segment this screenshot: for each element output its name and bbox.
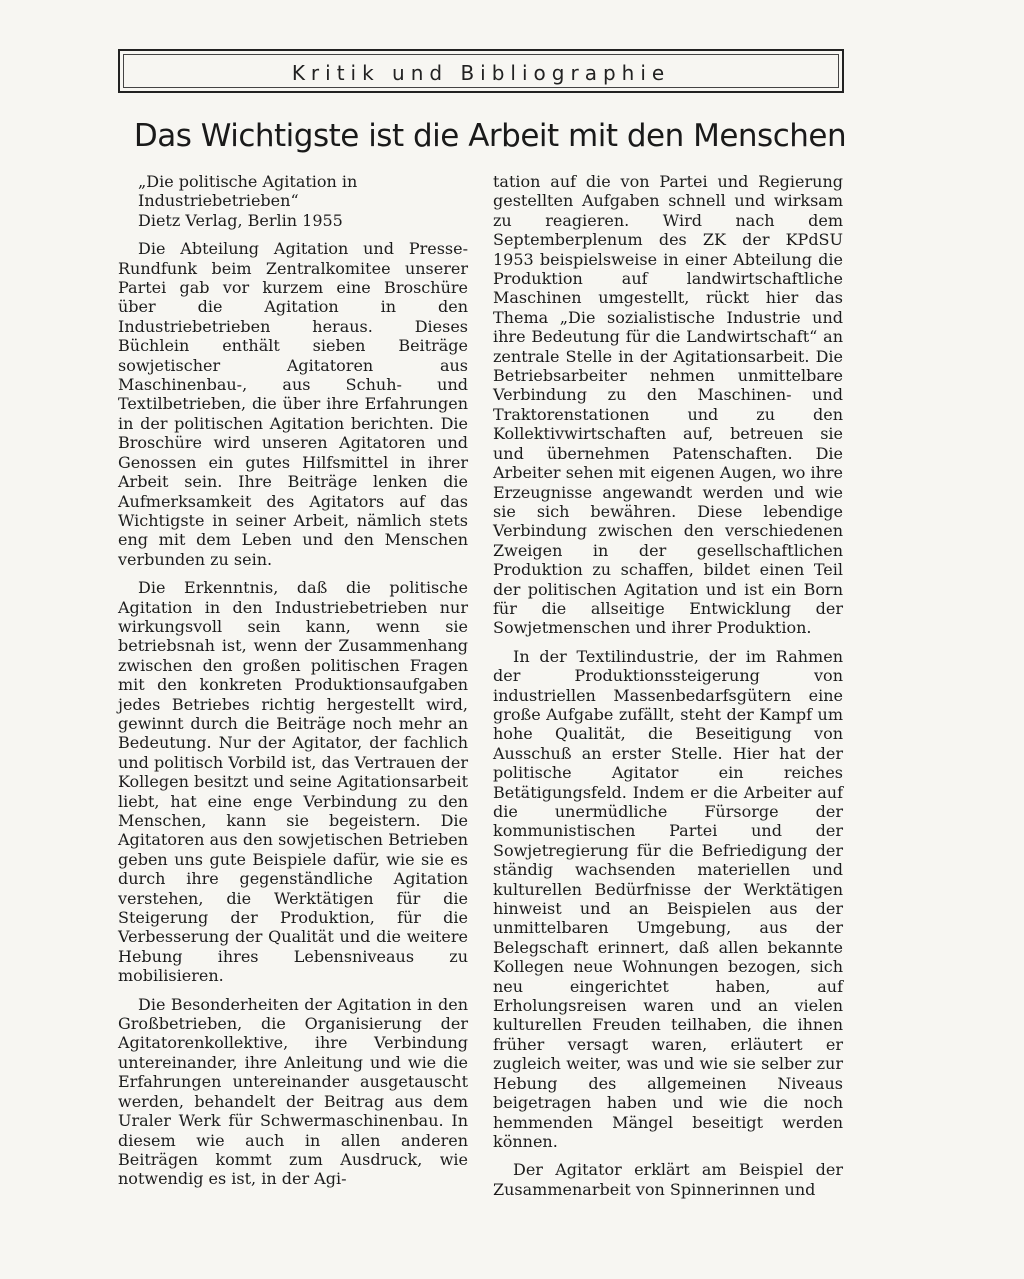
section-header: Kritik und Bibliographie: [291, 61, 671, 85]
bibliographic-reference: [118, 172, 468, 230]
article-title: Das Wichtigste ist die Arbeit mit den Menschen: [133, 118, 847, 154]
section-header-box: [118, 49, 844, 93]
paragraph: Die Besonderheiten der Agitation in den Großbetrieben, die Organisierung der Agitatorenkollektive, ihre Verbindung untereinander, ihre Anleitung und wie die Erfahrungen untereinander ausgetauscht werden, behandelt der Beitrag aus dem Uraler Werk für Schwermaschinenbau. In diesem wie auch in allen anderen Beiträgen kommt zum Ausdruck, wie notwendig es ist, in der Agi-: [118, 994, 468, 1189]
book-title: „Die politische Agitation in Industriebetrieben“: [138, 172, 358, 211]
paragraph: Der Agitator erklärt am Beispiel der Zusammenarbeit von Spinnerinnen und: [493, 1160, 843, 1199]
right-column: [493, 172, 843, 1199]
paragraph: Die Erkenntnis, daß die politische Agitation in den Industriebetrieben nur wirkungsvoll sein kann, wenn sie betriebsnah ist, wenn der Zusammenhang zwischen den großen politischen Fragen mit den konkreten Produktionsaufgaben jedes Betriebes richtig hergestellt wird, gewinnt durch die Beiträge noch mehr an Bedeutung. Nur der Agitator, der fachlich und politisch Vorbild ist, das Vertrauen der Kollegen besitzt und seine Agitationsarbeit liebt, hat eine enge Verbindung zu den Menschen, kann sie begeistern. Die Agitatoren aus den sowjetischen Betrieben geben uns gute Beispiele dafür, wie sie es durch ihre gegenständliche Agitation verstehen, die Werktätigen für die Steigerung der Produktion, für die Verbesserung der Qualität und die weitere Hebung ihres Lebensniveaus zu mobilisieren.: [118, 578, 468, 986]
paragraph: In der Textilindustrie, der im Rahmen der Produktionssteigerung von industriellen Massenbedarfsgütern eine große Aufgabe zufällt, steht der Kampf um hohe Qualität, die Beseitigung von Ausschuß an erster Stelle. Hier hat der politische Agitator ein reiches Betätigungsfeld. Indem er die Arbeiter auf die unermüdliche Fürsorge der kommunistischen Partei und der Sowjetregierung für die Befriedigung der ständig wachsenden materiellen und kulturellen Bedürfnisse der Werktätigen hinweist und an Beispielen aus der unmittelbaren Umgebung, aus der Belegschaft erinnert, daß allen bekannte Kollegen neue Wohnungen bezogen, sich neu eingerichtet haben, auf Erholungsreisen waren und an vielen kulturellen Freuden teilhaben, die ihnen früher versagt waren, erläutert er zugleich weiter, was und wie sie selber zur Hebung des allgemeinen Niveaus beigetragen haben und wie die noch hemmenden Mängel beseitigt werden können.: [493, 646, 843, 1151]
publisher: Dietz Verlag, Berlin 1955: [138, 210, 343, 230]
left-column: [118, 172, 468, 1189]
paragraph: tation auf die von Partei und Regierung gestellten Aufgaben schnell und wirksam zu reagieren. Wird nach dem Septemberplenum des ZK der KPdSU 1953 beispielsweise in einer Abteilung die Produktion auf landwirtschaftliche Maschinen umgestellt, rückt hier das Thema „Die sozialistische Industrie und ihre Bedeutung für die Landwirtschaft“ an zentrale Stelle in der Agitationsarbeit. Die Betriebsarbeiter nehmen unmittelbare Verbindung zu den Maschinen- und Traktorenstationen und zu den Kollektivwirtschaften auf, betreuen sie und übernehmen Patenschaften. Die Arbeiter sehen mit eigenen Augen, wo ihre Erzeugnisse angewandt werden und wie sie sich bewähren. Diese lebendige Verbindung zwischen den verschiedenen Zweigen in der gesellschaftlichen Produktion zu schaffen, bildet einen Teil der politischen Agitation und ist ein Born für die allseitige Entwicklung der Sowjetmenschen und ihrer Produktion.: [493, 172, 843, 638]
paragraph: Die Abteilung Agitation und Presse-Rundfunk beim Zentralkomitee unserer Partei gab vor kurzem eine Broschüre über die Agitation in den Industriebetrieben heraus. Dieses Büchlein enthält sieben Beiträge sowjetischer Agitatoren aus Maschinenbau-, aus Schuh- und Textilbetrieben, die über ihre Erfahrungen in der politischen Agitation berichten. Die Broschüre wird unseren Agitatoren und Genossen ein gutes Hilfsmittel in ihrer Arbeit sein. Ihre Beiträge lenken die Aufmerksamkeit des Agitators auf das Wichtigste in seiner Arbeit, nämlich stets eng mit dem Leben und den Menschen verbunden zu sein.: [118, 239, 468, 569]
